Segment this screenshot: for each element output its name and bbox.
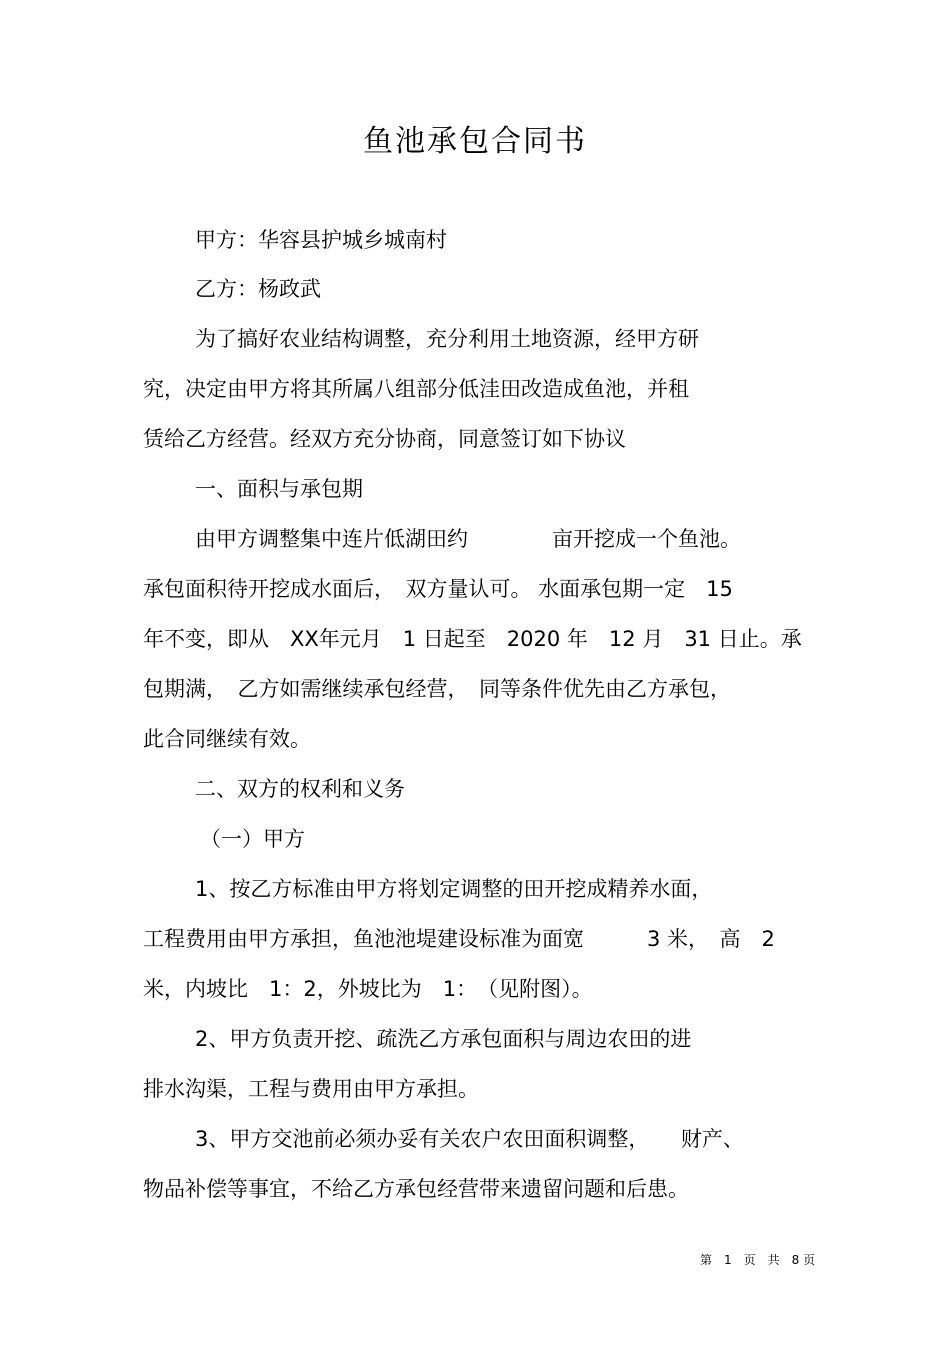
paragraph-line: 年不变，即从 XX年元月 1 日起至 2020 年 12 月 31 日止。承: [143, 627, 802, 651]
intro-line: 赁给乙方经营。经双方充分协商，同意签订如下协议: [143, 427, 626, 451]
page-number: 第 1 页 共 8 页: [700, 1253, 816, 1267]
paragraph-line: 包期满， 乙方如需继续承包经营， 同等条件优先由乙方承包，: [143, 677, 731, 701]
subsection-heading: （一）甲方: [200, 827, 305, 851]
section-heading: 一、面积与承包期: [195, 477, 363, 501]
document-title: 鱼池承包合同书: [363, 124, 587, 159]
paragraph-line: 承包面积待开挖成水面后， 双方量认可。 水面承包期一定 15: [143, 577, 733, 601]
paragraph-line: 工程费用由甲方承担，鱼池池堤建设标准为面宽 3 米， 高 2: [143, 927, 775, 951]
paragraph-line: 物品补偿等事宜，不给乙方承包经营带来遗留问题和后患。: [143, 1177, 689, 1201]
intro-line: 为了搞好农业结构调整，充分利用土地资源，经甲方研: [195, 327, 699, 351]
intro-line: 究，决定由甲方将其所属八组部分低洼田改造成鱼池，并租: [143, 377, 689, 401]
paragraph-line: 此合同继续有效。: [143, 727, 311, 751]
paragraph-line: 排水沟渠，工程与费用由甲方承担。: [143, 1077, 479, 1101]
paragraph-line: 米，内坡比 1：2，外坡比为 1： （见附图）。: [143, 977, 593, 1001]
paragraph-line: 2、甲方负责开挖、疏洗乙方承包面积与周边农田的进: [195, 1027, 692, 1051]
party-b-line: 乙方：杨政武: [195, 277, 321, 301]
section-heading: 二、双方的权利和义务: [195, 777, 405, 801]
paragraph-line: 1、按乙方标准由甲方将划定调整的田开挖成精养水面，: [195, 877, 713, 901]
paragraph-line: 3、甲方交池前必须办妥有关农户农田面积调整， 财产、: [195, 1127, 744, 1151]
paragraph-line: 由甲方调整集中连片低湖田约 亩开挖成一个鱼池。: [195, 527, 741, 551]
party-a-line: 甲方：华容县护城乡城南村: [195, 228, 447, 252]
